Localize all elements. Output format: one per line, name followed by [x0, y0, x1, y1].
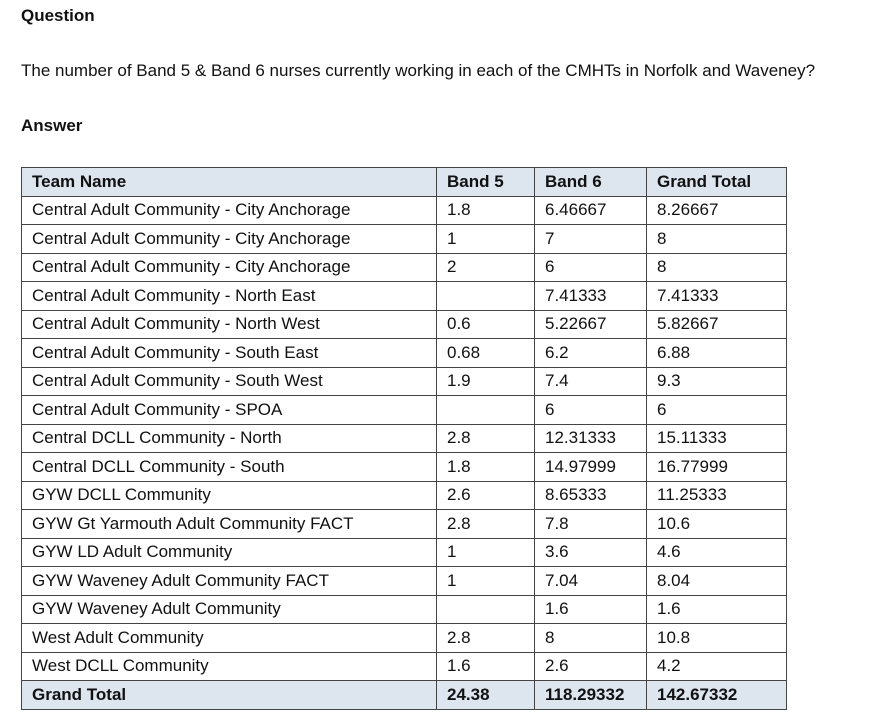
- table-header-row: [22, 168, 787, 197]
- team-name-cell: Central DCLL Community - North: [22, 424, 437, 453]
- table-row: [22, 253, 787, 282]
- table-row: [22, 367, 787, 396]
- grand-total-cell: 9.3: [647, 367, 787, 396]
- team-name-cell: Central Adult Community - City Anchorage: [22, 253, 437, 282]
- band-6-cell: 12.31333: [535, 424, 647, 453]
- team-name-cell: Central Adult Community - North East: [22, 282, 437, 311]
- table-row: [22, 282, 787, 311]
- band-5-cell: 2.6: [437, 481, 535, 510]
- grand-total-cell: 8.04: [647, 567, 787, 596]
- question-heading: Question: [21, 6, 95, 25]
- band-6-cell: 7.8: [535, 510, 647, 539]
- team-name-cell: Central Adult Community - SPOA: [22, 396, 437, 425]
- band-6-total: 118.29332: [535, 681, 647, 710]
- band-6-cell: 14.97999: [535, 453, 647, 482]
- team-name-cell: GYW LD Adult Community: [22, 538, 437, 567]
- band-5-cell: 1: [437, 567, 535, 596]
- table-row: [22, 481, 787, 510]
- team-name-cell: West DCLL Community: [22, 652, 437, 681]
- column-header-band-5: Band 5: [437, 168, 535, 197]
- band-5-cell: 1.8: [437, 453, 535, 482]
- band-6-cell: 1.6: [535, 595, 647, 624]
- grand-total-cell: 10.6: [647, 510, 787, 539]
- band-5-cell: 2.8: [437, 624, 535, 653]
- band-5-cell: [437, 595, 535, 624]
- band-5-cell: 1.6: [437, 652, 535, 681]
- team-name-cell: Central Adult Community - City Anchorage: [22, 225, 437, 254]
- grand-total-cell: 10.8: [647, 624, 787, 653]
- band-5-total: 24.38: [437, 681, 535, 710]
- band-5-cell: 2.8: [437, 510, 535, 539]
- column-header-band-6: Band 6: [535, 168, 647, 197]
- question-text: The number of Band 5 & Band 6 nurses currently working in each of the CMHTs in Norfolk and Waveney?: [21, 61, 816, 80]
- band-6-cell: 6: [535, 396, 647, 425]
- grand-total-cell: 1.6: [647, 595, 787, 624]
- grand-total-cell: 16.77999: [647, 453, 787, 482]
- grand-total-cell: 6: [647, 396, 787, 425]
- band-5-cell: 0.68: [437, 339, 535, 368]
- table-row: [22, 624, 787, 653]
- table-row: [22, 510, 787, 539]
- column-header-grand-total: Grand Total: [647, 168, 787, 197]
- overall-total: 142.67332: [647, 681, 787, 710]
- table-row: [22, 453, 787, 482]
- team-name-cell: Central Adult Community - South East: [22, 339, 437, 368]
- band-6-cell: 7.41333: [535, 282, 647, 311]
- band-6-cell: 7.4: [535, 367, 647, 396]
- grand-total-cell: 8: [647, 225, 787, 254]
- team-name-cell: Central Adult Community - South West: [22, 367, 437, 396]
- grand-total-cell: 7.41333: [647, 282, 787, 311]
- team-name-cell: GYW Gt Yarmouth Adult Community FACT: [22, 510, 437, 539]
- grand-total-cell: 4.6: [647, 538, 787, 567]
- grand-total-label: Grand Total: [22, 681, 437, 710]
- band-5-cell: 1.9: [437, 367, 535, 396]
- table-row: [22, 225, 787, 254]
- grand-total-cell: 5.82667: [647, 310, 787, 339]
- grand-total-cell: 8: [647, 253, 787, 282]
- team-name-cell: West Adult Community: [22, 624, 437, 653]
- band-5-cell: 2: [437, 253, 535, 282]
- nurse-count-table: [21, 167, 787, 710]
- grand-total-cell: 8.26667: [647, 196, 787, 225]
- table-row: [22, 424, 787, 453]
- team-name-cell: GYW Waveney Adult Community: [22, 595, 437, 624]
- table-row: [22, 595, 787, 624]
- band-6-cell: 2.6: [535, 652, 647, 681]
- band-5-cell: 1.8: [437, 196, 535, 225]
- band-5-cell: 1: [437, 225, 535, 254]
- band-6-cell: 3.6: [535, 538, 647, 567]
- table-row: [22, 310, 787, 339]
- table-row: [22, 538, 787, 567]
- band-5-cell: [437, 282, 535, 311]
- grand-total-cell: 4.2: [647, 652, 787, 681]
- team-name-cell: Central Adult Community - North West: [22, 310, 437, 339]
- team-name-cell: Central DCLL Community - South: [22, 453, 437, 482]
- band-5-cell: [437, 396, 535, 425]
- band-6-cell: 5.22667: [535, 310, 647, 339]
- grand-total-cell: 11.25333: [647, 481, 787, 510]
- table-row: [22, 396, 787, 425]
- band-5-cell: 1: [437, 538, 535, 567]
- team-name-cell: GYW DCLL Community: [22, 481, 437, 510]
- table-row: [22, 339, 787, 368]
- grand-total-cell: 6.88: [647, 339, 787, 368]
- band-6-cell: 8: [535, 624, 647, 653]
- band-6-cell: 7: [535, 225, 647, 254]
- band-6-cell: 6: [535, 253, 647, 282]
- answer-heading: Answer: [21, 116, 83, 135]
- band-6-cell: 7.04: [535, 567, 647, 596]
- band-6-cell: 6.46667: [535, 196, 647, 225]
- table-row: [22, 652, 787, 681]
- band-6-cell: 6.2: [535, 339, 647, 368]
- team-name-cell: Central Adult Community - City Anchorage: [22, 196, 437, 225]
- band-6-cell: 8.65333: [535, 481, 647, 510]
- band-5-cell: 0.6: [437, 310, 535, 339]
- team-name-cell: GYW Waveney Adult Community FACT: [22, 567, 437, 596]
- column-header-team-name: Team Name: [22, 168, 437, 197]
- table-row: [22, 196, 787, 225]
- grand-total-cell: 15.11333: [647, 424, 787, 453]
- table-row: [22, 567, 787, 596]
- band-5-cell: 2.8: [437, 424, 535, 453]
- grand-total-row: [22, 681, 787, 710]
